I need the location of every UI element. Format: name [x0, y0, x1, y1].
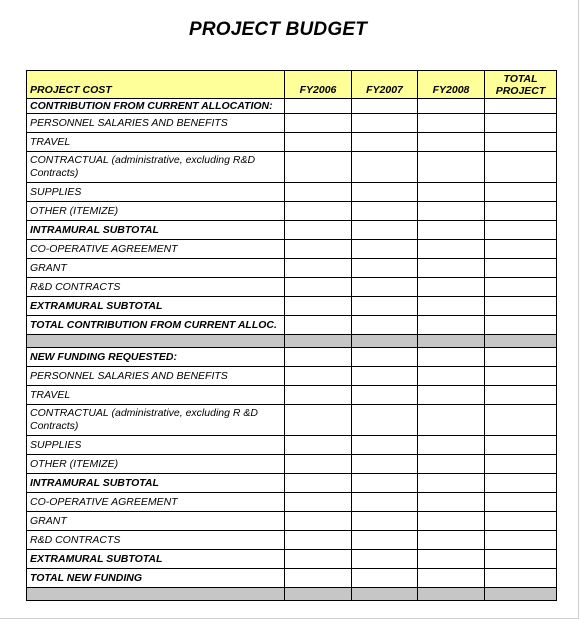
header-total-line1: TOTAL: [503, 72, 538, 85]
cell-total[interactable]: [485, 183, 557, 202]
header-total-project: [485, 71, 557, 99]
table-row: [27, 367, 557, 386]
cell-fy2006[interactable]: [285, 493, 352, 512]
section1-heading-row: [27, 99, 557, 114]
cell-fy2008[interactable]: [418, 99, 485, 114]
row-label: TRAVEL: [27, 133, 285, 152]
header-fy2006: FY2006: [285, 71, 352, 99]
cell-total[interactable]: [485, 531, 557, 550]
cell-total[interactable]: [485, 474, 557, 493]
table-row: [27, 114, 557, 133]
section-divider: [27, 588, 557, 601]
cell-total[interactable]: [485, 569, 557, 588]
cell-fy2008[interactable]: [418, 221, 485, 240]
cell-fy2007[interactable]: [352, 133, 418, 152]
cell-total[interactable]: [485, 436, 557, 455]
cell-fy2008[interactable]: [418, 367, 485, 386]
cell-fy2007[interactable]: [352, 259, 418, 278]
cell-fy2007[interactable]: [352, 221, 418, 240]
cell-total[interactable]: [485, 386, 557, 405]
cell-fy2007[interactable]: [352, 569, 418, 588]
cell-fy2008[interactable]: [418, 133, 485, 152]
cell-total[interactable]: [485, 367, 557, 386]
table-row: [27, 405, 557, 436]
row-label: INTRAMURAL SUBTOTAL: [27, 221, 285, 240]
table-row: [27, 240, 557, 259]
cell-fy2008[interactable]: [418, 297, 485, 316]
table-row: [27, 183, 557, 202]
cell-fy2007[interactable]: [352, 474, 418, 493]
cell-fy2006[interactable]: [285, 367, 352, 386]
table-row: [27, 202, 557, 221]
cell-fy2007[interactable]: [352, 405, 418, 436]
row-label: CO-OPERATIVE AGREEMENT: [27, 240, 285, 259]
cell-fy2007[interactable]: [352, 348, 418, 367]
cell-total[interactable]: [485, 152, 557, 183]
cell-fy2007[interactable]: [352, 386, 418, 405]
cell-fy2006[interactable]: [285, 133, 352, 152]
cell-fy2006[interactable]: [285, 405, 352, 436]
table-row: [27, 316, 557, 335]
cell-fy2008[interactable]: [418, 114, 485, 133]
cell-fy2006[interactable]: [285, 569, 352, 588]
cell-fy2007[interactable]: [352, 278, 418, 297]
row-label: CO-OPERATIVE AGREEMENT: [27, 493, 285, 512]
row-label: INTRAMURAL SUBTOTAL: [27, 474, 285, 493]
cell-fy2006[interactable]: [285, 474, 352, 493]
cell-total[interactable]: [485, 133, 557, 152]
row-label: CONTRACTUAL (administrative, excluding R &D Contracts): [27, 405, 285, 436]
page-title: PROJECT BUDGET: [188, 19, 368, 40]
cell-fy2007[interactable]: [352, 114, 418, 133]
cell-fy2006[interactable]: [285, 550, 352, 569]
row-label: TOTAL CONTRIBUTION FROM CURRENT ALLOC.: [27, 316, 285, 335]
cell-fy2006[interactable]: [285, 259, 352, 278]
table-row: [27, 133, 557, 152]
cell-fy2008[interactable]: [418, 152, 485, 183]
cell-fy2006[interactable]: [285, 240, 352, 259]
cell-fy2008[interactable]: [418, 386, 485, 405]
section2-heading-row: [27, 348, 557, 367]
row-label: EXTRAMURAL SUBTOTAL: [27, 550, 285, 569]
table-row: [27, 493, 557, 512]
row-label: EXTRAMURAL SUBTOTAL: [27, 297, 285, 316]
row-label: TOTAL NEW FUNDING: [27, 569, 285, 588]
cell-fy2007[interactable]: [352, 202, 418, 221]
header-project-cost: PROJECT COST: [27, 71, 285, 99]
cell-fy2007[interactable]: [352, 493, 418, 512]
header-total-line2: PROJECT: [495, 84, 546, 97]
cell-fy2006[interactable]: [285, 297, 352, 316]
cell-fy2008[interactable]: [418, 550, 485, 569]
cell-fy2007[interactable]: [352, 240, 418, 259]
cell-total[interactable]: [485, 259, 557, 278]
cell-total[interactable]: [485, 493, 557, 512]
header-fy2008: FY2008: [418, 71, 485, 99]
header-row: [27, 71, 557, 99]
cell-fy2007[interactable]: [352, 367, 418, 386]
section2-heading: NEW FUNDING REQUESTED:: [27, 348, 285, 367]
table-row: [27, 278, 557, 297]
cell-fy2008[interactable]: [418, 348, 485, 367]
cell-total[interactable]: [485, 455, 557, 474]
cell-fy2008[interactable]: [418, 531, 485, 550]
cell-total[interactable]: [485, 114, 557, 133]
cell-fy2007[interactable]: [352, 297, 418, 316]
cell-fy2007[interactable]: [352, 512, 418, 531]
row-label: OTHER (ITEMIZE): [27, 455, 285, 474]
header-fy2007: FY2007: [352, 71, 418, 99]
cell-fy2007[interactable]: [352, 152, 418, 183]
cell-fy2008[interactable]: [418, 202, 485, 221]
cell-fy2007[interactable]: [352, 316, 418, 335]
table-row: [27, 512, 557, 531]
table-row: [27, 550, 557, 569]
table-row: [27, 152, 557, 183]
cell-fy2007[interactable]: [352, 99, 418, 114]
table-row: [27, 259, 557, 278]
cell-fy2008[interactable]: [418, 183, 485, 202]
cell-fy2007[interactable]: [352, 455, 418, 474]
cell-total[interactable]: [485, 316, 557, 335]
cell-fy2006[interactable]: [285, 348, 352, 367]
cell-fy2008[interactable]: [418, 474, 485, 493]
row-label: SUPPLIES: [27, 183, 285, 202]
cell-fy2008[interactable]: [418, 512, 485, 531]
row-label: GRANT: [27, 259, 285, 278]
cell-fy2006[interactable]: [285, 436, 352, 455]
cell-total[interactable]: [485, 297, 557, 316]
cell-fy2008[interactable]: [418, 455, 485, 474]
cell-fy2006[interactable]: [285, 114, 352, 133]
cell-total[interactable]: [485, 202, 557, 221]
cell-fy2006[interactable]: [285, 99, 352, 114]
cell-fy2007[interactable]: [352, 436, 418, 455]
cell-fy2008[interactable]: [418, 278, 485, 297]
cell-total[interactable]: [485, 240, 557, 259]
cell-fy2008[interactable]: [418, 240, 485, 259]
cell-fy2006[interactable]: [285, 152, 352, 183]
row-label: OTHER (ITEMIZE): [27, 202, 285, 221]
cell-fy2008[interactable]: [418, 569, 485, 588]
cell-fy2008[interactable]: [418, 316, 485, 335]
table-row: [27, 297, 557, 316]
row-label: R&D CONTRACTS: [27, 278, 285, 297]
row-label: PERSONNEL SALARIES AND BENEFITS: [27, 367, 285, 386]
cell-total[interactable]: [485, 512, 557, 531]
row-label: R&D CONTRACTS: [27, 531, 285, 550]
table-row: [27, 221, 557, 240]
budget-table: [26, 70, 557, 601]
cell-total[interactable]: [485, 348, 557, 367]
cell-fy2006[interactable]: [285, 202, 352, 221]
table-row: [27, 569, 557, 588]
cell-total[interactable]: [485, 278, 557, 297]
cell-total[interactable]: [485, 99, 557, 114]
table-row: [27, 474, 557, 493]
cell-fy2006[interactable]: [285, 386, 352, 405]
row-label: CONTRACTUAL (administrative, excluding R&D Contracts): [27, 152, 285, 183]
row-label: PERSONNEL SALARIES AND BENEFITS: [27, 114, 285, 133]
cell-fy2006[interactable]: [285, 455, 352, 474]
cell-fy2006[interactable]: [285, 278, 352, 297]
row-label: GRANT: [27, 512, 285, 531]
cell-fy2008[interactable]: [418, 493, 485, 512]
cell-fy2007[interactable]: [352, 531, 418, 550]
table-row: [27, 386, 557, 405]
cell-fy2006[interactable]: [285, 531, 352, 550]
cell-fy2007[interactable]: [352, 183, 418, 202]
cell-total[interactable]: [485, 550, 557, 569]
section-divider: [27, 335, 557, 348]
cell-total[interactable]: [485, 405, 557, 436]
table-row: [27, 531, 557, 550]
cell-fy2006[interactable]: [285, 512, 352, 531]
cell-fy2008[interactable]: [418, 405, 485, 436]
cell-fy2008[interactable]: [418, 436, 485, 455]
row-label: SUPPLIES: [27, 436, 285, 455]
cell-fy2006[interactable]: [285, 316, 352, 335]
cell-fy2006[interactable]: [285, 183, 352, 202]
cell-fy2006[interactable]: [285, 221, 352, 240]
cell-fy2008[interactable]: [418, 259, 485, 278]
section1-heading: CONTRIBUTION FROM CURRENT ALLOCATION:: [27, 99, 285, 114]
table-row: [27, 436, 557, 455]
cell-fy2007[interactable]: [352, 550, 418, 569]
row-label: TRAVEL: [27, 386, 285, 405]
table-row: [27, 455, 557, 474]
cell-total[interactable]: [485, 221, 557, 240]
